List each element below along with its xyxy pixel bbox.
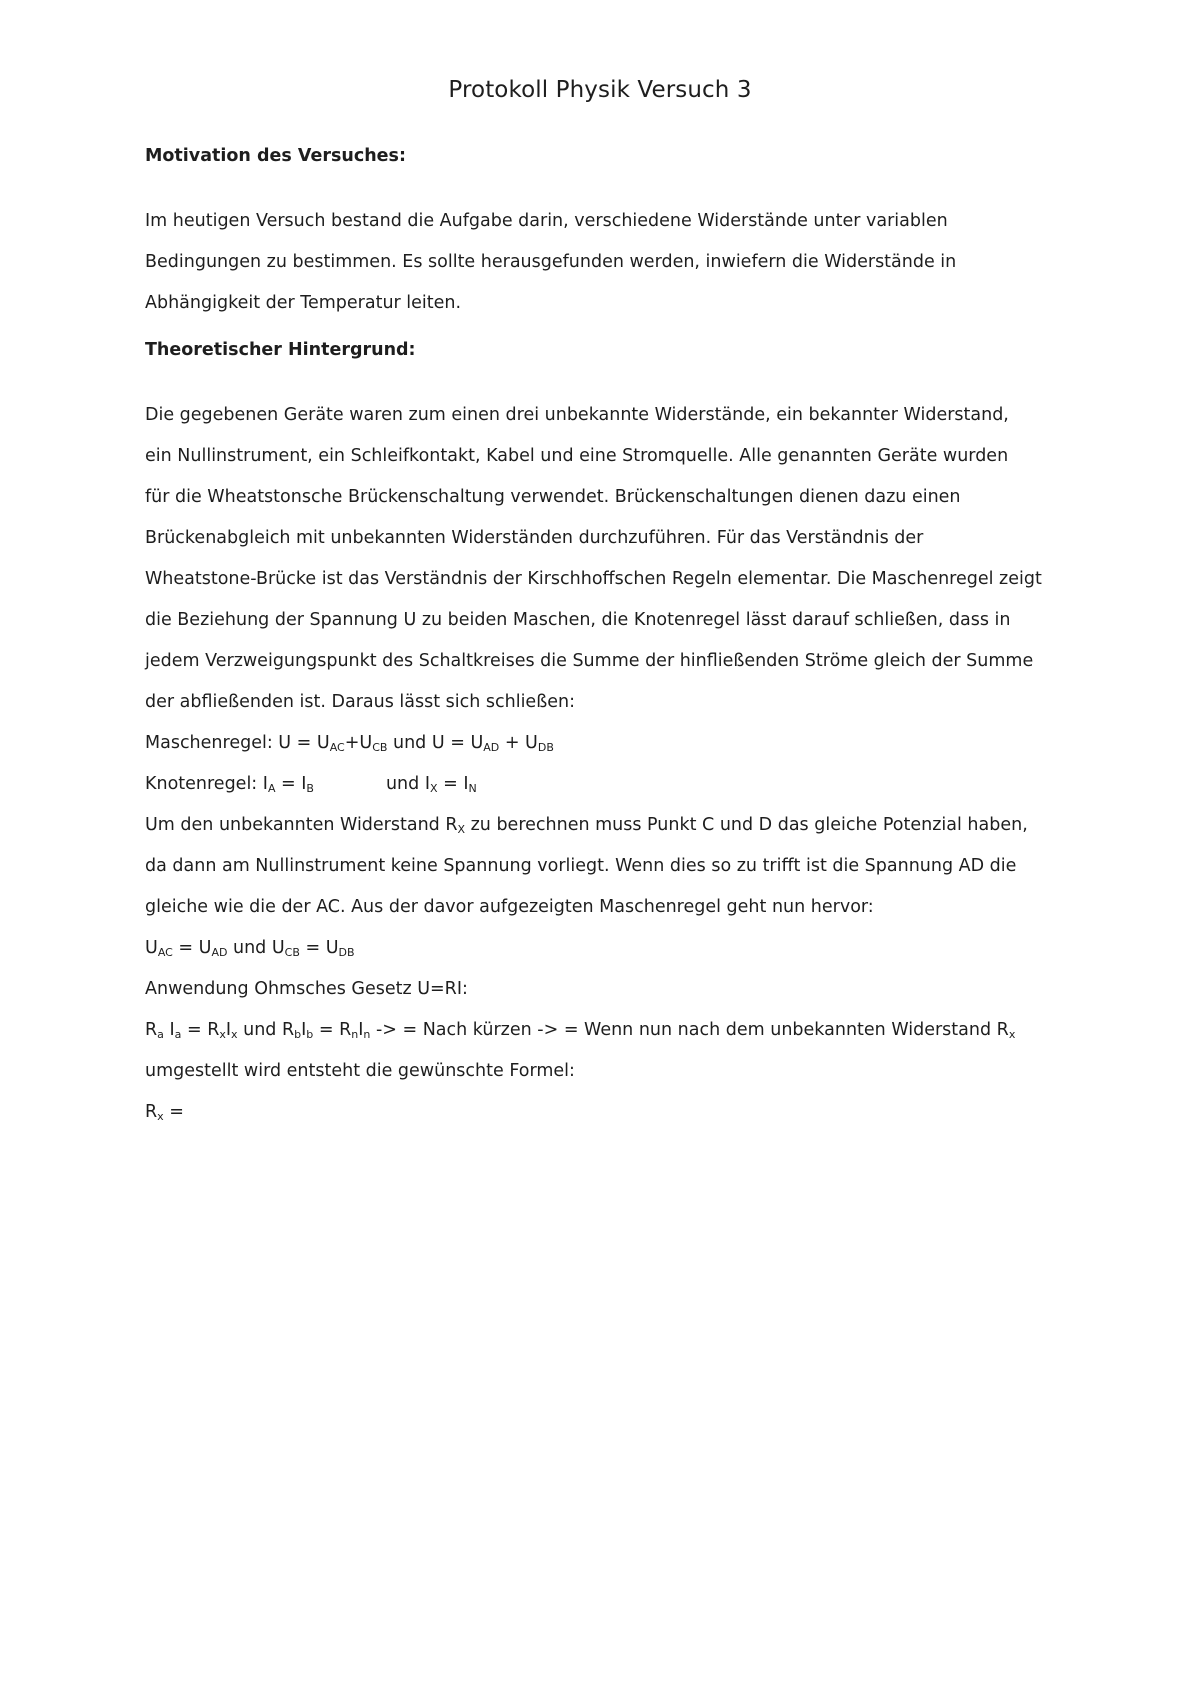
text-line: da dann am Nullinstrument keine Spannung vorliegt. Wenn dies so zu trifft ist die Spannung AD die [145,856,1017,876]
maschenregel-equation: Maschenregel: $U = U_{AC}+U_{CB}$ und $U = U_{AD} + U_{DB}$ [145,733,554,754]
rx-sentence: Um den unbekannten Widerstand $R_X$ zu berechnen muss Punkt C und D das gleiche Potenzial haben, [145,815,1028,836]
text-line: der abfließenden ist. Daraus lässt sich schließen: [145,692,575,712]
text-line: Im heutigen Versuch bestand die Aufgabe darin, verschiedene Widerstände unter variablen [145,211,948,231]
text-line: die Beziehung der Spannung U zu beiden Maschen, die Knotenregel lässt darauf schließen, dass in [145,610,1011,630]
text-line: für die Wheatstonsche Brückenschaltung verwendet. Brückenschaltungen dienen dazu einen [145,487,961,507]
document-title: Protokoll Physik Versuch 3 [448,77,752,103]
text-line: jedem Verzweigungspunkt des Schaltkreises die Summe der hinfließenden Ströme gleich der Summe [145,651,1034,671]
knotenregel-equation: Knotenregel: $I_A = I_B$ und $I_X = I_N$ [145,774,477,795]
text-line: Brückenabgleich mit unbekannten Widerständen durchzuführen. Für das Verständnis der [145,528,924,548]
text-line: Bedingungen zu bestimmen. Es sollte herausgefunden werden, inwiefern die Widerstände in [145,252,957,272]
motivation-heading: Motivation des Versuches: [145,146,406,166]
text-line: umgestellt wird entsteht die gewünschte Formel: [145,1061,575,1081]
ratio-equation: $R_a$ $I_a = R_xI_x$ und $R_bI_b = R_nI_n$ -> = Nach kürzen -> = Wenn nun nach dem unbekannten Widerstand $R_x$ [145,1020,1016,1041]
motivation-paragraph [145,201,1075,324]
text-line: ein Nullinstrument, ein Schleifkontakt, Kabel und eine Stromquelle. Alle genannten Geräte wurden [145,446,1009,466]
theory-paragraph [145,395,1075,1133]
theory-heading: Theoretischer Hintergrund: [145,340,416,360]
text-line: Die gegebenen Geräte waren zum einen drei unbekannte Widerstände, ein bekannter Widerstand, [145,405,1009,425]
ohm-law-line: Anwendung Ohmsches Gesetz U=RI: [145,979,468,999]
rx-formula: $R_x$ = [145,1102,184,1123]
text-line: Abhängigkeit der Temperatur leiten. [145,293,462,313]
document-body [145,144,1075,1133]
voltage-equation: $U_{AC} = U_{AD}$ und $U_{CB} = U_{DB}$ [145,938,355,959]
text-line: gleiche wie die der AC. Aus der davor aufgezeigten Maschenregel geht nun hervor: [145,897,874,917]
text-line: Wheatstone-Brücke ist das Verständnis der Kirschhoffschen Regeln elementar. Die Maschenregel zeigt [145,569,1042,589]
